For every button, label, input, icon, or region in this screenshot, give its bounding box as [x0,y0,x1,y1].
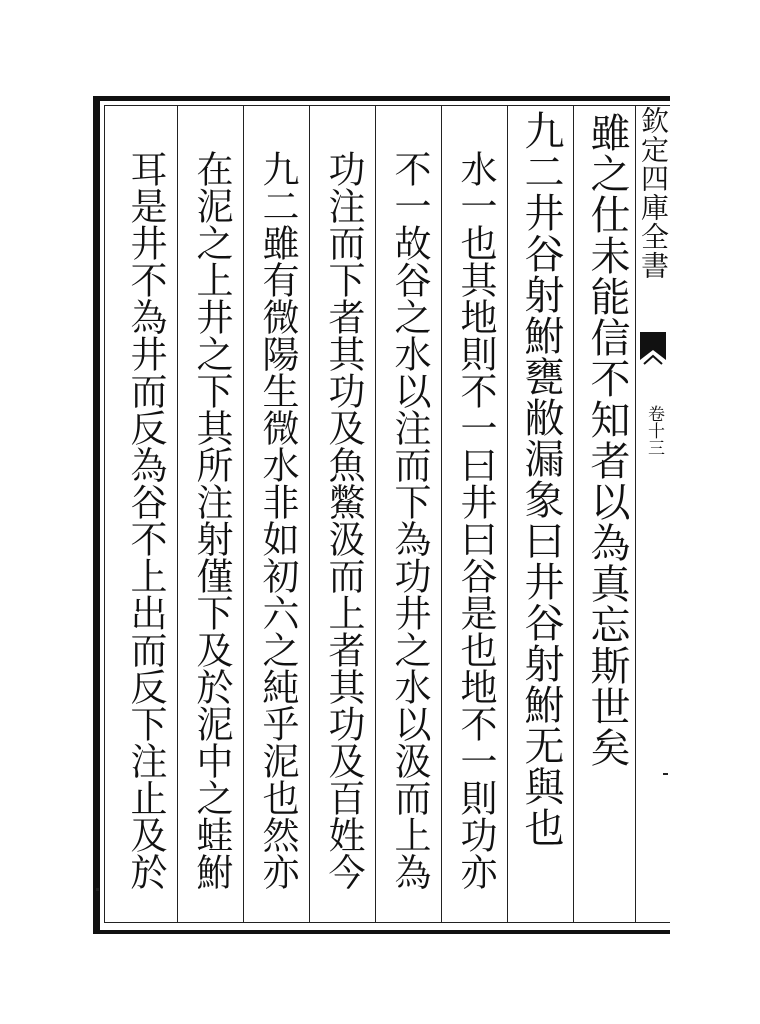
column-rule [375,105,376,923]
juan-number: 卷十三 [644,405,664,456]
column-rule [309,105,310,923]
book-title: 欽定四庫全書 [637,106,670,280]
text-column-6: 九二雖有微陽生微水非如初六之純乎泥也然亦 [256,150,299,890]
fishtail-ornament-icon [638,330,668,378]
text-column-3: 水一也其地則不一曰井曰谷是也地不一則功亦 [454,150,497,890]
column-rule [573,105,574,923]
column-rule [243,105,244,923]
scan-speck [663,773,668,775]
text-column-4: 不一故谷之水以注而下為功井之水以汲而上為 [388,150,431,890]
text-column-7: 在泥之上井之下其所注射僅下及於泥中之蛙鮒 [190,150,233,890]
column-rule [507,105,508,923]
text-column-2: 九二井谷射鮒甕敝漏象曰井谷射鮒无與也 [518,110,564,848]
column-rule [441,105,442,923]
text-column-1: 雖之仕未能信不知者以為真忘斯世矣 [584,112,630,768]
text-column-5: 功注而下者其功及魚鱉汲而上者其功及百姓今 [322,150,365,890]
scan-speck [96,888,99,891]
column-rule [177,105,178,923]
text-column-8: 耳是井不為井而反為谷不上出而反下注止及於 [124,150,167,890]
